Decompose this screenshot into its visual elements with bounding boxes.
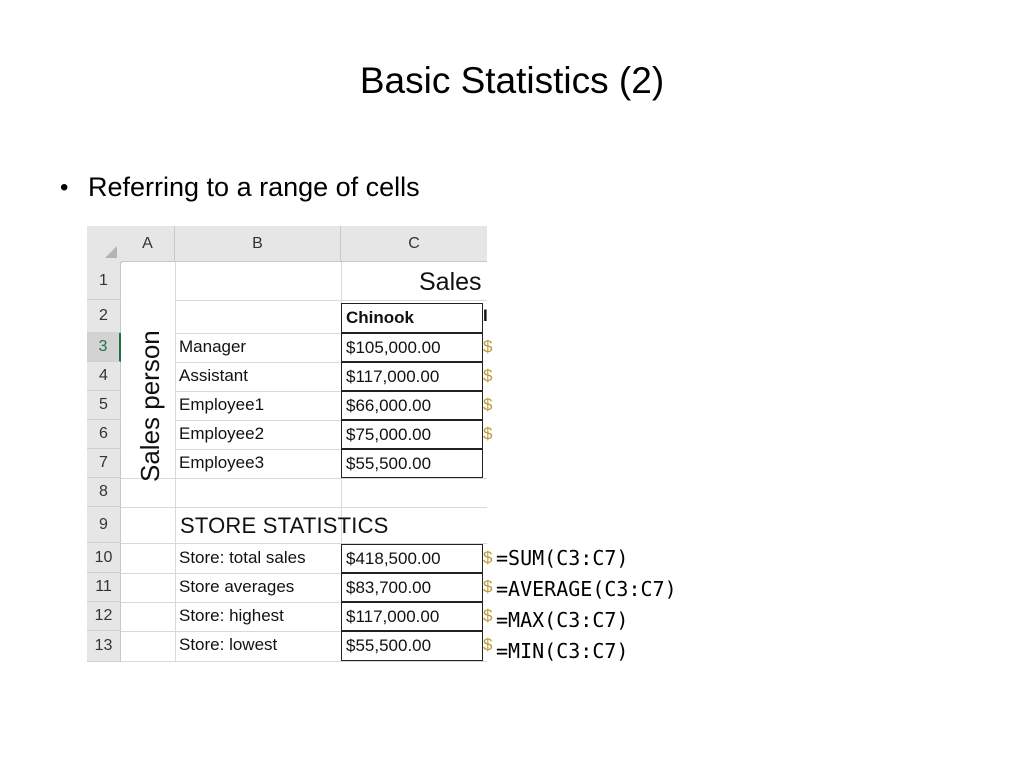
row-header-9[interactable]: 9	[87, 507, 121, 543]
person-name[interactable]: Employee2	[179, 424, 265, 443]
gridline	[175, 300, 487, 301]
stat-value[interactable]: $83,700.00	[341, 573, 483, 602]
row-header-6[interactable]: 6	[87, 420, 121, 449]
clipped-header-char: I	[483, 306, 488, 325]
person-name[interactable]: Employee1	[179, 395, 265, 414]
row-header-7[interactable]: 7	[87, 449, 121, 478]
clipped-value-char: $	[483, 577, 493, 596]
row-header-12[interactable]: 12	[87, 602, 121, 631]
clipped-value-char: $	[483, 395, 493, 414]
clipped-value-char: $	[483, 337, 493, 356]
row-header-3[interactable]: 3	[87, 333, 121, 362]
person-name[interactable]: Assistant	[179, 366, 248, 385]
bullet-item	[60, 172, 420, 203]
row-header-4[interactable]: 4	[87, 362, 121, 391]
gridline	[121, 478, 487, 479]
person-value[interactable]: $66,000.00	[341, 391, 483, 420]
stat-value[interactable]: $117,000.00	[341, 602, 483, 631]
clipped-value-char: $	[483, 366, 493, 385]
person-value[interactable]: $55,500.00	[341, 449, 483, 478]
store-statistics-title: STORE STATISTICS	[180, 513, 389, 538]
row-header-5[interactable]: 5	[87, 391, 121, 420]
gridline	[121, 507, 487, 508]
row-header-1[interactable]: 1	[87, 262, 121, 300]
person-value[interactable]: $117,000.00	[341, 362, 483, 391]
slide-title: Basic Statistics (2)	[359, 60, 665, 101]
clipped-value-char: $	[483, 424, 493, 443]
sales-title: Sales	[419, 268, 482, 296]
bullet-dot-icon: •	[60, 173, 69, 201]
spreadsheet	[87, 226, 493, 662]
stat-value[interactable]: $418,500.00	[341, 544, 483, 573]
stat-value[interactable]: $55,500.00	[341, 631, 483, 661]
person-value[interactable]: $105,000.00	[341, 333, 483, 362]
bullet-text: Referring to a range of cells	[88, 172, 420, 202]
column-header-cell[interactable]: Chinook	[341, 303, 483, 333]
column-header-b[interactable]: B	[175, 226, 341, 262]
row-header-10[interactable]: 10	[87, 543, 121, 573]
row-header-13[interactable]: 13	[87, 631, 121, 662]
gridline	[121, 661, 487, 662]
sales-person-label: Sales person	[135, 330, 165, 482]
select-all-corner[interactable]	[87, 226, 122, 263]
stat-label[interactable]: Store: total sales	[179, 548, 306, 567]
person-name[interactable]: Manager	[179, 337, 247, 356]
column-header-a[interactable]: A	[121, 226, 175, 262]
row-header-8[interactable]: 8	[87, 478, 121, 507]
clipped-value-char: $	[483, 635, 493, 654]
row-header-2[interactable]: 2	[87, 300, 121, 333]
stat-label[interactable]: Store averages	[179, 577, 295, 596]
formula-max: =MAX(C3:C7)	[496, 608, 629, 632]
column-header-c[interactable]: C	[341, 226, 487, 262]
person-name[interactable]: Employee3	[179, 453, 265, 472]
clipped-value-char: $	[483, 548, 493, 567]
formula-sum: =SUM(C3:C7)	[496, 546, 629, 570]
formula-average: =AVERAGE(C3:C7)	[496, 577, 677, 601]
clipped-value-char: $	[483, 606, 493, 625]
formula-min: =MIN(C3:C7)	[496, 639, 629, 663]
stat-label[interactable]: Store: lowest	[179, 635, 278, 654]
person-value[interactable]: $75,000.00	[341, 420, 483, 449]
stat-label[interactable]: Store: highest	[179, 606, 284, 625]
row-header-11[interactable]: 11	[87, 573, 121, 602]
select-all-triangle-icon	[105, 246, 117, 258]
